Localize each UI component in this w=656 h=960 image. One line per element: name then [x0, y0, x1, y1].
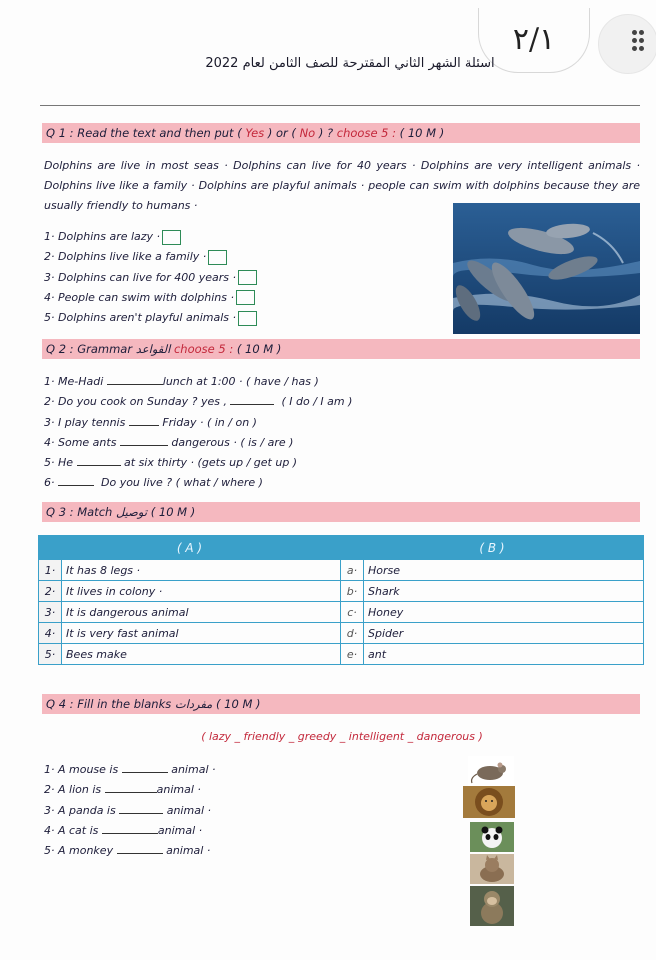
q4-text: 1· A mouse is: [44, 763, 119, 776]
answer-box[interactable]: [236, 290, 255, 305]
q2-arabic: القواعد: [135, 342, 171, 356]
row-number: 5·: [39, 644, 62, 665]
panda-icon: [470, 822, 514, 852]
answer-blank[interactable]: [129, 414, 159, 426]
table-row: [39, 623, 644, 644]
q4-item: [44, 821, 344, 841]
q2-text: 5· He: [44, 456, 77, 470]
q4-sentences: [44, 760, 344, 861]
q4-text: 2· A lion is: [44, 783, 105, 797]
q2-text: 2· Do you cook on Sunday ? yes ,: [44, 395, 231, 409]
q4-text: animal ·: [163, 803, 211, 817]
dolphins-photo: [453, 203, 640, 334]
answer-blank[interactable]: [102, 822, 158, 834]
row-letter: d·: [341, 623, 364, 644]
q1-end: ) ?: [315, 126, 337, 140]
menu-button[interactable]: [598, 14, 656, 74]
q1-choose: choose 5 :: [336, 126, 397, 140]
row-number: 2·: [39, 581, 62, 602]
q4-text: 5· A monkey: [44, 844, 114, 858]
row-letter: e·: [341, 644, 364, 665]
q2-item: [44, 453, 464, 473]
q1-item: [44, 288, 344, 308]
row-letter: b·: [341, 581, 364, 602]
q2-item: [44, 433, 464, 453]
q2-item: [44, 413, 464, 433]
answer-blank[interactable]: [122, 761, 168, 773]
q2-text: Do you live ? ( what / where ): [94, 476, 263, 490]
column-b-cell: Horse: [364, 560, 644, 581]
q2-header: [42, 339, 640, 359]
q4-item: [44, 801, 344, 821]
q2-text: 1· Me-Hadi: [44, 375, 107, 388]
q4-text: 3· A panda is: [44, 803, 120, 817]
q4-item: [44, 780, 344, 800]
q1-text: 5· Dolphins aren't playful animals ·: [44, 311, 236, 325]
q1-item: [44, 268, 344, 288]
q4-text: 4· A cat is: [44, 823, 102, 837]
row-number: 3·: [39, 602, 62, 623]
q2-text: at six thirty · (gets up / get up ): [120, 456, 298, 470]
q2-text: 3· I play tennis: [44, 415, 129, 429]
column-a-cell: It is very fast animal: [62, 623, 341, 644]
column-b-cell: Shark: [364, 581, 644, 602]
row-number: 4·: [39, 623, 62, 644]
q2-item: [44, 372, 464, 392]
q4-text: animal ·: [157, 823, 203, 837]
column-a-cell: It has 8 legs ·: [62, 560, 341, 581]
q1-marks: ( 10 M ): [396, 126, 445, 140]
q3-prefix: Q 3 : Match: [46, 505, 116, 519]
column-a-cell: Bees make: [62, 644, 341, 665]
q2-text: 4· Some ants: [44, 435, 120, 449]
column-b-cell: Spider: [364, 623, 644, 644]
q4-item: [44, 841, 344, 861]
column-b-cell: ant: [364, 644, 644, 665]
q1-text: 1· Dolphins are lazy ·: [44, 230, 161, 243]
cat-icon: [470, 854, 514, 884]
reading-paragraph: Dolphins are live in most seas · Dolphins can live for 40 years · Dolphins are very intelligent animals · Dolphins live like a family · Dolphins are playful animals · people can swim with dolphins because they are usually friendly to humans ·: [44, 159, 640, 212]
q1-text: 3· Dolphins can live for 400 years ·: [44, 270, 236, 284]
answer-box[interactable]: [162, 230, 181, 245]
row-letter: a·: [341, 560, 364, 581]
divider: [40, 105, 640, 106]
q1-mid: ) or (: [264, 126, 300, 140]
answer-blank[interactable]: [107, 373, 163, 385]
answer-blank[interactable]: [117, 842, 163, 854]
answer-blank[interactable]: [230, 393, 274, 405]
q2-choose: choose 5 :: [170, 342, 234, 356]
answer-box[interactable]: [238, 311, 257, 326]
answer-blank[interactable]: [77, 454, 121, 466]
q2-text: Friday · ( in / on ): [158, 415, 257, 429]
q4-header: [42, 694, 640, 714]
q4-text: animal ·: [166, 844, 211, 858]
column-a-cell: It lives in colony ·: [62, 581, 341, 602]
q4-item: [44, 760, 344, 780]
q1-item: [44, 308, 344, 328]
column-b-cell: Honey: [364, 602, 644, 623]
answer-blank[interactable]: [105, 781, 157, 793]
q2-marks: ( 10 M ): [233, 342, 282, 356]
lion-icon: [463, 786, 515, 818]
q4-text: animal ·: [156, 783, 201, 797]
table-row: [39, 560, 644, 581]
answer-box[interactable]: [208, 250, 227, 265]
table-row: [39, 602, 644, 623]
column-a-header: ( A ): [39, 536, 341, 560]
word-bank: ( lazy _ friendly _ greedy _ intelligent _ dangerous ): [201, 730, 483, 743]
q1-yes: Yes: [245, 126, 265, 140]
q2-text: 6·: [44, 476, 58, 490]
q3-marks: ( 10 M ): [147, 505, 196, 519]
q3-header: [42, 502, 640, 522]
q2-sentences: [44, 372, 464, 494]
answer-box[interactable]: [238, 270, 257, 285]
q4-arabic: مفردات: [174, 697, 213, 711]
table-row: [39, 581, 644, 602]
q2-text: dangerous · ( is / are ): [167, 435, 294, 449]
q1-prefix: Q 1 : Read the text and then put (: [46, 126, 246, 140]
q1-no: No: [299, 126, 316, 140]
column-a-cell: It is dangerous animal: [62, 602, 341, 623]
q3-arabic: توصيل: [115, 505, 148, 519]
page-number: ٢/١: [478, 8, 590, 73]
match-table: [38, 535, 644, 665]
q2-text: ( I do / I am ): [274, 395, 353, 409]
q1-text: 2· Dolphins live like a family ·: [44, 250, 207, 264]
q1-statements: [44, 227, 344, 328]
table-row: [39, 644, 644, 665]
row-letter: c·: [341, 602, 364, 623]
q4-marks: ( 10 M ): [212, 697, 261, 711]
document-title: اسئلة الشهر الثاني المقترحة للصف الثامن لعام 2022: [205, 56, 495, 71]
answer-blank[interactable]: [58, 474, 94, 486]
answer-blank[interactable]: [119, 802, 163, 814]
row-number: 1·: [39, 560, 62, 581]
q2-prefix: Q 2 : Grammar: [46, 342, 136, 356]
q4-text: animal ·: [171, 763, 216, 776]
monkey-icon: [470, 886, 514, 926]
q4-prefix: Q 4 : Fill in the blanks: [46, 697, 175, 711]
q2-text: lunch at 1:00 · ( have / has ): [162, 375, 319, 388]
column-b-header: ( B ): [341, 536, 644, 560]
mouse-icon: [468, 756, 514, 786]
q1-text: 4· People can swim with dolphins ·: [44, 290, 234, 304]
q2-item: [44, 392, 464, 412]
q1-item: [44, 247, 344, 267]
q2-item: [44, 473, 464, 493]
q1-header: [42, 123, 640, 143]
grid-dots-icon: [632, 30, 644, 58]
answer-blank[interactable]: [120, 434, 168, 446]
q1-item: [44, 227, 344, 247]
